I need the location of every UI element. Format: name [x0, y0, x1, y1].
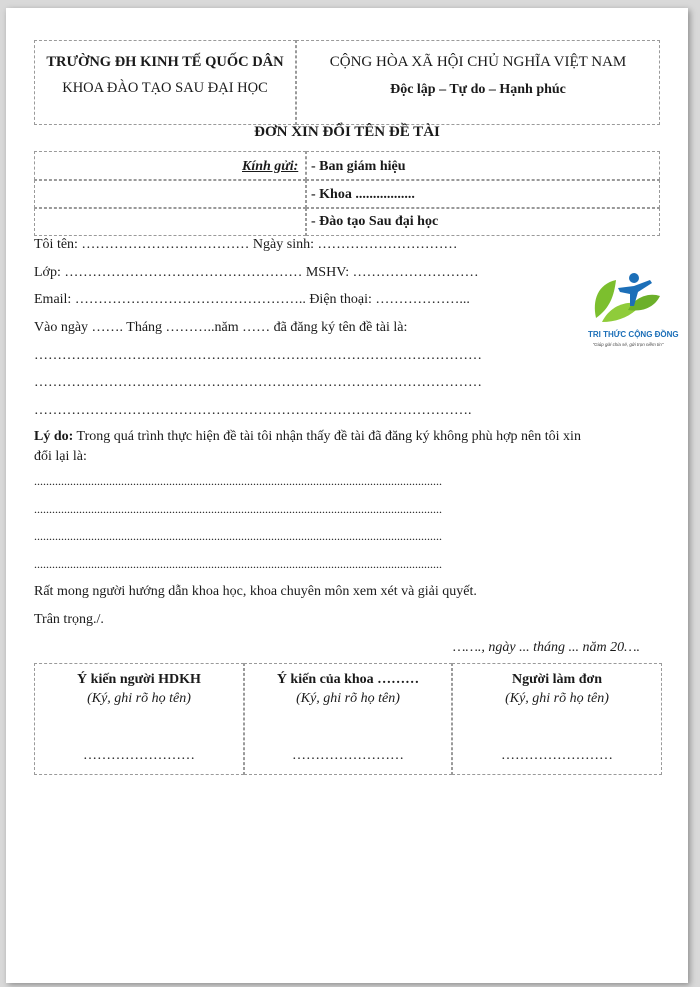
signature-note: (Ký, ghi rõ họ tên) [296, 691, 400, 706]
email-field: Email: ………………………………………….. Điện thoại: ………………... [34, 292, 470, 307]
signature-note: (Ký, ghi rõ họ tên) [87, 691, 191, 706]
reason-text: Trong quá trình thực hiện đề tài tôi nhận thấy đề tài đã đăng ký không phù hợp nên tôi xin [73, 429, 581, 444]
recipient-item: - Ban giám hiệu [311, 159, 406, 174]
logo-emblem-icon [588, 270, 668, 328]
motto: Độc lập – Tự do – Hạnh phúc [390, 82, 566, 97]
name-field: Tôi tên: ……………………………… Ngày sinh: ………………………… [34, 237, 458, 252]
signature-dots: …………………… [501, 748, 613, 763]
topic-line: …………………………………………………………………………………… [34, 348, 482, 363]
regards-text: Trân trọng./. [34, 612, 104, 627]
country-name: CỘNG HÒA XÃ HỘI CHỦ NGHĨA VIỆT NAM [329, 54, 627, 70]
topic-line: …………………………………………………………………………………… [34, 375, 482, 390]
signature-title: Ý kiến người HDKH [77, 672, 201, 687]
document-title: ĐƠN XIN ĐỔI TÊN ĐỀ TÀI [254, 124, 440, 140]
school-name: TRƯỜNG ĐH KINH TẾ QUỐC DÂN [46, 54, 284, 70]
logo-slogan-text: "Giúp gửi chia sẻ, gửi trọn niềm tin" [592, 342, 664, 347]
reason-dots: ........................................................................................................................................ [34, 557, 442, 571]
signature-dots: …………………… [292, 748, 404, 763]
topic-line: …………………………………………………………………………………. [34, 403, 472, 418]
brand-logo [588, 270, 679, 356]
request-text: Rất mong người hướng dẫn khoa học, khoa chuyên môn xem xét và giải quyết. [34, 584, 477, 599]
date-field: Vào ngày ……. Tháng ………..năm …… đã đăng ký tên đề tài là: [34, 320, 408, 335]
recipient-item: - Khoa ................. [311, 187, 415, 202]
date-line: ……., ngày ... tháng ... năm 20…. [453, 640, 641, 655]
signature-dots: …………………… [83, 748, 195, 763]
signature-title: Ý kiến của khoa ……… [276, 672, 420, 687]
recipient-item: - Đào tạo Sau đại học [311, 214, 439, 229]
reason-label: Lý do: [34, 429, 74, 444]
faculty-name: KHOA ĐÀO TẠO SAU ĐẠI HỌC [62, 80, 268, 96]
reason-dots: ........................................................................................................................................ [34, 474, 442, 488]
reason-line-2: đổi lại là: [34, 449, 87, 464]
signature-title: Người làm đơn [511, 672, 603, 687]
class-field: Lớp: …………………………………………… MSHV: ……………………… [34, 265, 479, 280]
logo-brand-text: TRI THỨC CỘNG ĐỒNG [588, 330, 679, 339]
reason-dots: ........................................................................................................................................ [34, 502, 442, 516]
recipients-label: Kính gửi: [242, 159, 299, 174]
reason-dots: ........................................................................................................................................ [34, 529, 442, 543]
document-page [6, 8, 688, 983]
reason-line-1 [34, 429, 581, 445]
signature-note: (Ký, ghi rõ họ tên) [505, 691, 609, 706]
